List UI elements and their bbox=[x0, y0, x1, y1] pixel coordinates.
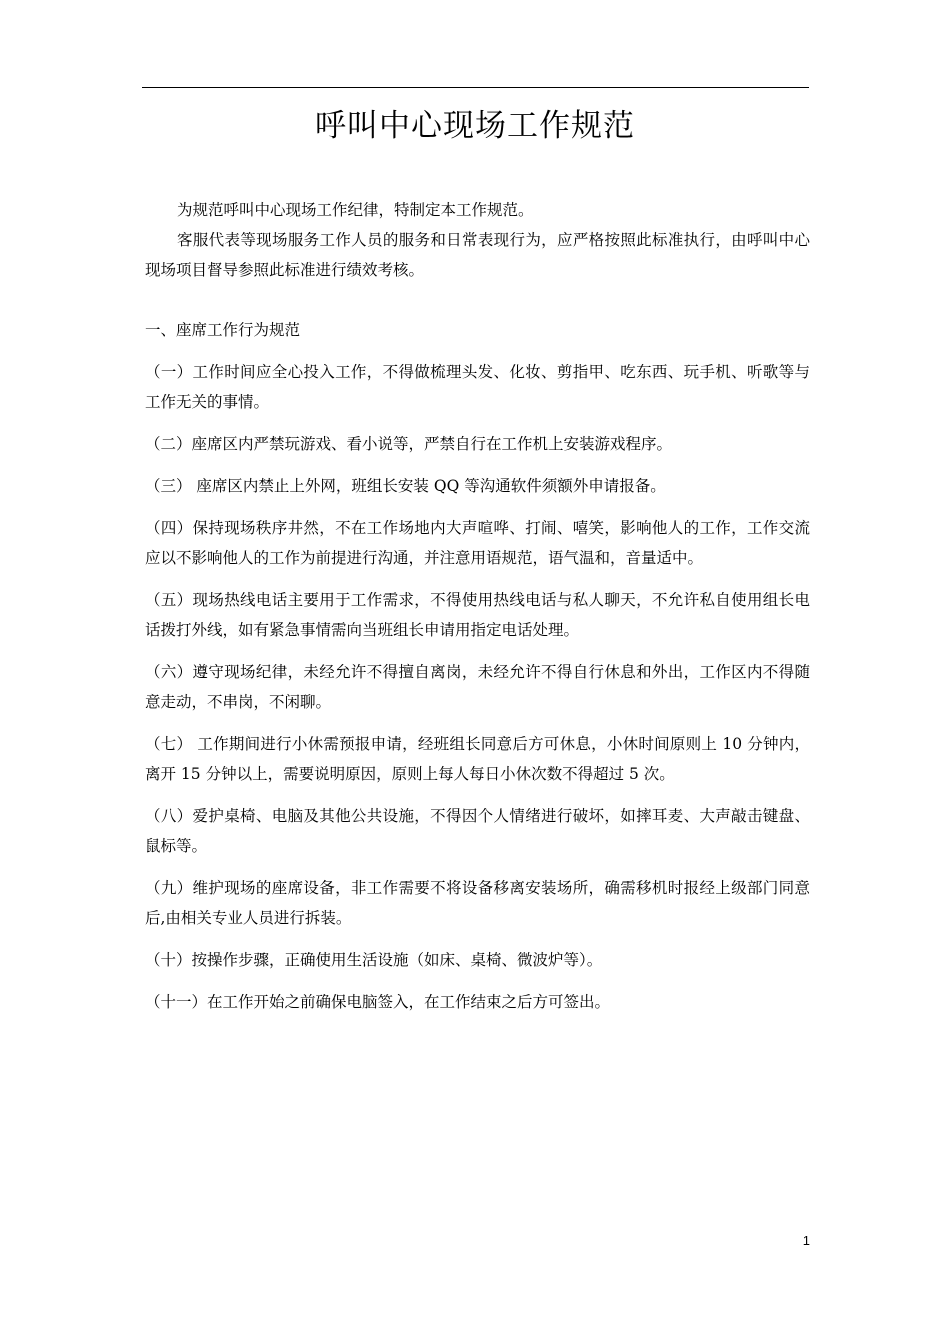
rule-item: （四）保持现场秩序井然，不在工作场地内大声喧哗、打闹、嘻笑，影响他人的工作，工作交流应以不影响他人的工作为前提进行沟通，并注意用语规范，语气温和，音量适中。 bbox=[145, 519, 810, 567]
spacer bbox=[145, 933, 810, 945]
spacer bbox=[145, 501, 810, 513]
rule-item: （五）现场热线电话主要用于工作需求，不得使用热线电话与私人聊天，不允许私自使用组长电话拨打外线，如有紧急事情需向当班组长申请用指定电话处理。 bbox=[145, 591, 810, 639]
spacer bbox=[145, 975, 810, 987]
spacer bbox=[145, 645, 810, 657]
rule-item: （三） 座席区内禁止上外网，班组长安装 QQ 等沟通软件须额外申请报备。 bbox=[145, 477, 666, 495]
intro-paragraph: 客服代表等现场服务工作人员的服务和日常表现行为，应严格按照此标准执行，由呼叫中心现场项目督导参照此标准进行绩效考核。 bbox=[145, 231, 810, 279]
spacer bbox=[145, 459, 810, 471]
spacer bbox=[145, 285, 810, 315]
intro-paragraph: 为规范呼叫中心现场工作纪律，特制定本工作规范。 bbox=[177, 201, 534, 219]
rule-item: （一）工作时间应全心投入工作，不得做梳理头发、化妆、剪指甲、吃东西、玩手机、听歌等与工作无关的事情。 bbox=[145, 363, 810, 411]
spacer bbox=[145, 789, 810, 801]
rule-item: （六）遵守现场纪律，未经允许不得擅自离岗，未经允许不得自行休息和外出，工作区内不得随意走动，不串岗，不闲聊。 bbox=[145, 663, 810, 711]
rule-item: （十一）在工作开始之前确保电脑签入，在工作结束之后方可签出。 bbox=[145, 993, 611, 1011]
spacer bbox=[145, 717, 810, 729]
section-heading: 一、座席工作行为规范 bbox=[145, 321, 301, 339]
header-rule bbox=[142, 87, 809, 88]
document-title: 呼叫中心现场工作规范 bbox=[315, 108, 635, 144]
rule-item: （七） 工作期间进行小休需预报申请，经班组长同意后方可休息，小休时间原则上 10 分钟内，离开 15 分钟以上，需要说明原因，原则上每人每日小休次数不得超过 5 次。 bbox=[145, 735, 810, 783]
spacer bbox=[145, 345, 810, 357]
rule-item: （九）维护现场的座席设备，非工作需要不将设备移离安装场所，确需移机时报经上级部门同意后,由相关专业人员进行拆装。 bbox=[145, 879, 810, 927]
spacer bbox=[145, 573, 810, 585]
document-body bbox=[145, 195, 810, 1017]
spacer bbox=[145, 417, 810, 429]
spacer bbox=[145, 861, 810, 873]
page-number: 1 bbox=[802, 1233, 810, 1248]
rule-item: （二）座席区内严禁玩游戏、看小说等，严禁自行在工作机上安装游戏程序。 bbox=[145, 435, 673, 453]
rule-item: （八）爱护桌椅、电脑及其他公共设施，不得因个人情绪进行破坏，如摔耳麦、大声敲击键盘、鼠标等。 bbox=[145, 807, 810, 855]
rule-item: （十）按操作步骤，正确使用生活设施（如床、桌椅、微波炉等）。 bbox=[145, 951, 603, 969]
